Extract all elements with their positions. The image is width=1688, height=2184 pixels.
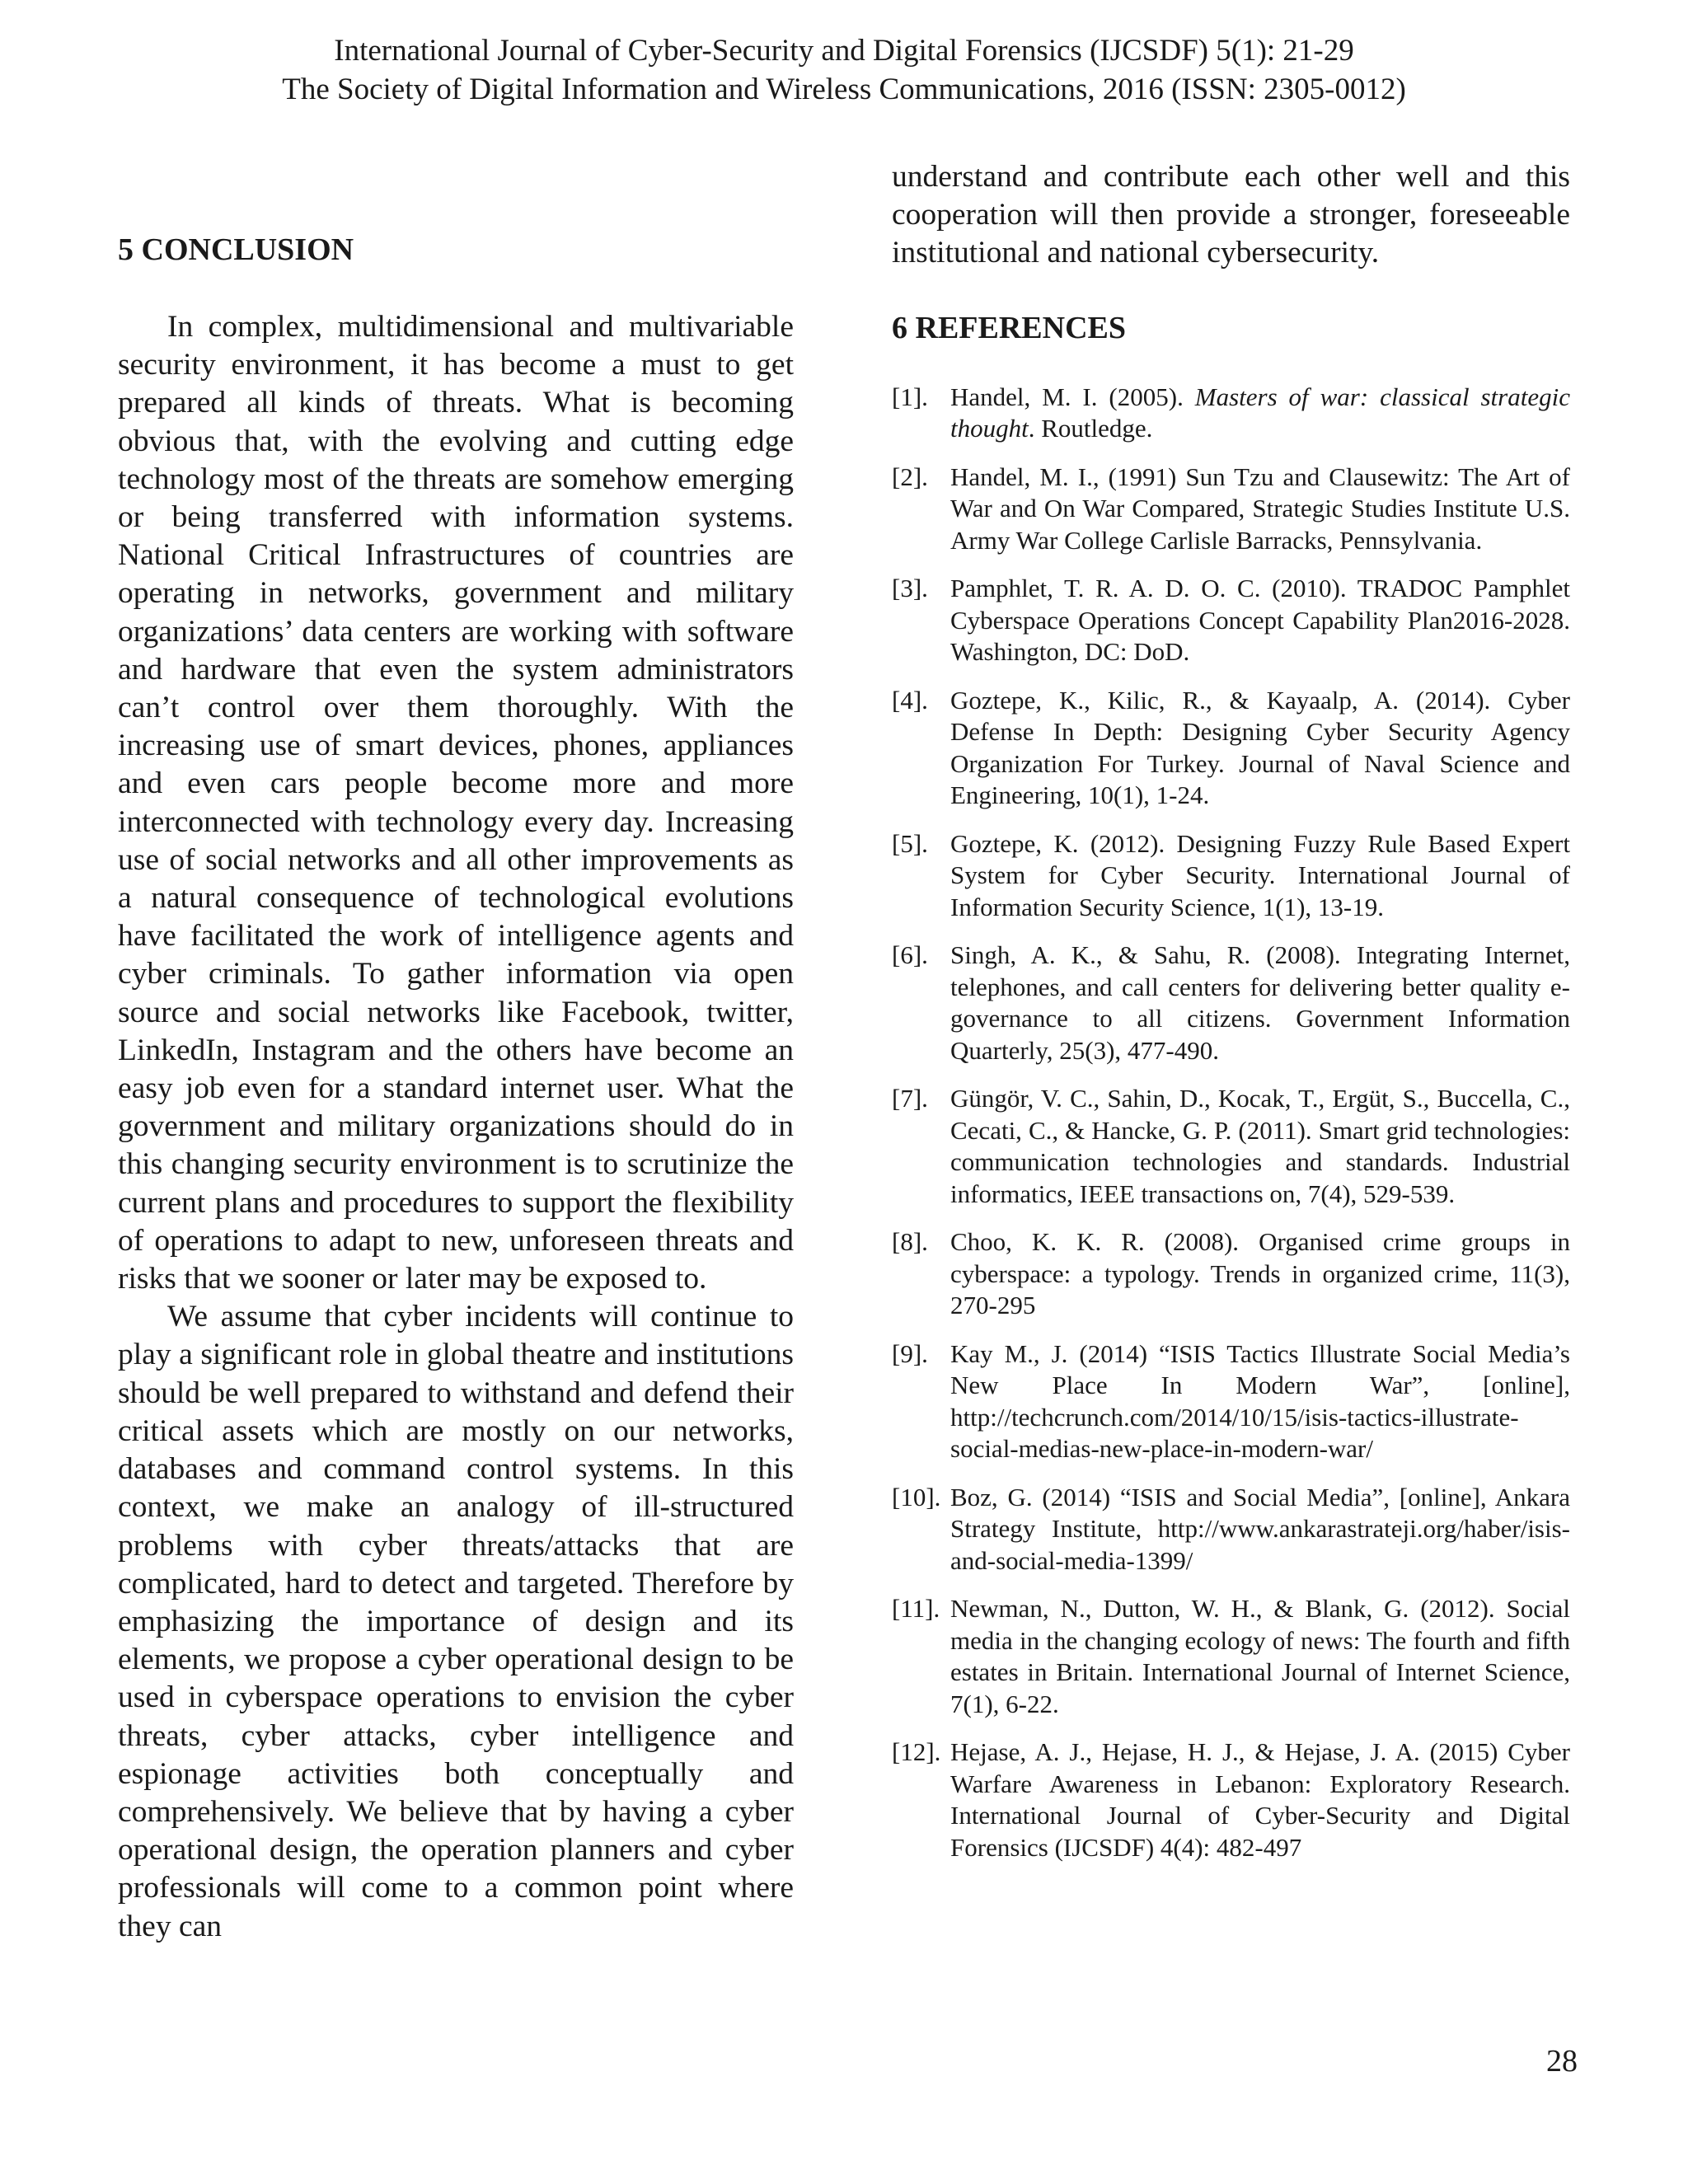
reference-item — [892, 1482, 1570, 1577]
journal-title-line: International Journal of Cyber-Security and Digital Forensics (IJCSDF) 5(1): 21-29 — [334, 34, 1354, 68]
reference-text-main: Güngör, V. C., Sahin, D., Kocak, T., Ergüt, S., Buccella, C., Cecati, C., & Hancke, G. P. (2011). Smart grid technologies: communication technologies and standards. Industrial informatics, IEEE transactions on, 7(4), 529-539. — [950, 1084, 1570, 1208]
reference-item — [892, 573, 1570, 668]
reference-number: [7]. — [892, 1084, 928, 1113]
reference-item — [892, 1226, 1570, 1322]
reference-text-main: Handel, M. I. (2005). — [950, 382, 1195, 411]
publisher-line: The Society of Digital Information and Wireless Communications, 2016 (ISSN: 2305-0012) — [282, 73, 1406, 106]
reference-item — [892, 685, 1570, 812]
reference-text-main: Handel, M. I., (1991) Sun Tzu and Clausewitz: The Art of War and On War Compared, Strategic Studies Institute U.S. Army War College Carlisle Barracks, Pennsylvania. — [950, 462, 1570, 555]
reference-text — [950, 1226, 1570, 1322]
right-column — [892, 158, 1570, 1880]
reference-text-main: Boz, G. (2014) “ISIS and Social Media”, [online], Ankara Strategy Institute, http://www.ankarastrateji.org/haber/isis-and-social-media-1399/ — [950, 1482, 1570, 1575]
references-heading: 6 REFERENCES — [892, 310, 1126, 345]
reference-number: [9]. — [892, 1338, 928, 1368]
reference-item — [892, 940, 1570, 1066]
left-column — [118, 231, 794, 1946]
reference-item — [892, 1083, 1570, 1210]
reference-text — [950, 828, 1570, 924]
reference-item — [892, 1593, 1570, 1720]
reference-title-italic: Masters of war: classical strategic thought — [950, 382, 1570, 443]
reference-text-main: Newman, N., Dutton, W. H., & Blank, G. (2012). Social media in the changing ecology of news: The fourth and fifth estates in Britain. International Journal of Internet Science, 7(1), 6-22. — [950, 1594, 1570, 1718]
reference-text-main: Singh, A. K., & Sahu, R. (2008). Integrating Internet, telephones, and call centers for delivering better quality e-governance to all citizens. Government Information Quarterly, 25(3), 477-490. — [950, 940, 1570, 1065]
reference-item — [892, 828, 1570, 924]
reference-text-main: Kay M., J. (2014) “ISIS Tactics Illustrate Social Media’s New Place In Modern War”, [online], http://techcrunch.com/2014/10/15/isis-tactics-illustrate-social-medias-new-place-in-modern-war/ — [950, 1338, 1570, 1464]
reference-text-main: Choo, K. K. R. (2008). Organised crime groups in cyberspace: a typology. Trends in organized crime, 11(3), 270-295 — [950, 1227, 1570, 1320]
reference-text — [950, 1593, 1570, 1720]
reference-number: [6]. — [892, 940, 928, 970]
reference-number: [8]. — [892, 1227, 928, 1257]
reference-number: [10]. — [892, 1482, 941, 1511]
reference-number: [5]. — [892, 828, 928, 858]
reference-item — [892, 462, 1570, 557]
reference-text-main: Goztepe, K., Kilic, R., & Kayaalp, A. (2014). Cyber Defense In Depth: Designing Cyber Security Agency Organization For Turkey. Journal of Naval Science and Engineering, 10(1), 1-24. — [950, 685, 1570, 810]
reference-text-main: Hejase, A. J., Hejase, H. J., & Hejase, J. A. (2015) Cyber Warfare Awareness in Lebanon: Exploratory Research. International Journal of Cyber-Security and Digital Forensics (IJCSDF) 4(4): 482-497 — [950, 1737, 1570, 1862]
reference-item — [892, 382, 1570, 445]
reference-text — [950, 573, 1570, 668]
reference-number: [12]. — [892, 1737, 941, 1767]
reference-text — [950, 1338, 1570, 1465]
reference-text — [950, 1083, 1570, 1210]
reference-text-tail: . Routledge. — [1028, 414, 1153, 443]
reference-number: [2]. — [892, 462, 928, 491]
conclusion-heading: 5 CONCLUSION — [118, 232, 354, 267]
reference-number: [4]. — [892, 685, 928, 715]
reference-number: [11]. — [892, 1594, 940, 1624]
conclusion-paragraph-2: We assume that cyber incidents will continue to play a significant role in global theatre and institutions should be well prepared to withstand and defend their critical assets which are mostly on our networks, databases and command control systems. In this context, we make an analogy of ill-structured problems with cyber threats/attacks that are complicated, hard to detect and targeted. Therefore by emphasizing the importance of design and its elements, we propose a cyber operational design to be used in cyberspace operations to envision the cyber threats, cyber attacks, cyber intelligence and espionage activities both conceptually and comprehensively. We believe that by having a cyber operational design, the operation planners and cyber professionals will come to a common point where they can — [118, 1300, 794, 1943]
reference-text — [950, 940, 1570, 1066]
reference-text — [950, 1736, 1570, 1863]
reference-text — [950, 382, 1570, 445]
reference-item — [892, 1338, 1570, 1465]
reference-text-main: Pamphlet, T. R. A. D. O. C. (2010). TRADOC Pamphlet Cyberspace Operations Concept Capability Plan2016-2028. Washington, DC: DoD. — [950, 574, 1570, 667]
reference-text — [950, 685, 1570, 812]
reference-item — [892, 1736, 1570, 1863]
page-number: 28 — [1546, 2044, 1578, 2079]
reference-text — [950, 1482, 1570, 1577]
reference-list — [892, 382, 1570, 1864]
reference-number: [3]. — [892, 574, 928, 603]
conclusion-paragraph-1: In complex, multidimensional and multivariable security environment, it has become a must to get prepared all kinds of threats. What is becoming obvious that, with the evolving and cutting edge technology most of the threats are somehow emerging or being transferred with information systems. National Critical Infrastructures of countries are operating in networks, government and military organizations’ data centers are working with software and hardware that even the system administrators can’t control over them thoroughly. With the increasing use of smart devices, phones, appliances and even cars people become more and more interconnected with technology every day. Increasing use of social networks and all other improvements as a natural consequence of technological evolutions have facilitated the work of intelligence agents and cyber criminals. To gather information via open source and social networks like Facebook, twitter, LinkedIn, Instagram and the others have become an easy job even for a standard internet user. What the government and military organizations should do in this changing security environment is to scrutinize the current plans and procedures to support the flexibility of operations to adapt to new, unforeseen threats and risks that we sooner or later may be exposed to. — [118, 310, 794, 1296]
reference-number: [1]. — [892, 382, 928, 411]
journal-header — [0, 31, 1688, 109]
reference-text-main: Goztepe, K. (2012). Designing Fuzzy Rule Based Expert System for Cyber Security. International Journal of Information Security Science, 1(1), 13-19. — [950, 828, 1570, 921]
conclusion-continuation: understand and contribute each other well and this cooperation will then provide a stronger, foreseeable institutional and national cybersecurity. — [892, 160, 1570, 270]
reference-text — [950, 462, 1570, 557]
